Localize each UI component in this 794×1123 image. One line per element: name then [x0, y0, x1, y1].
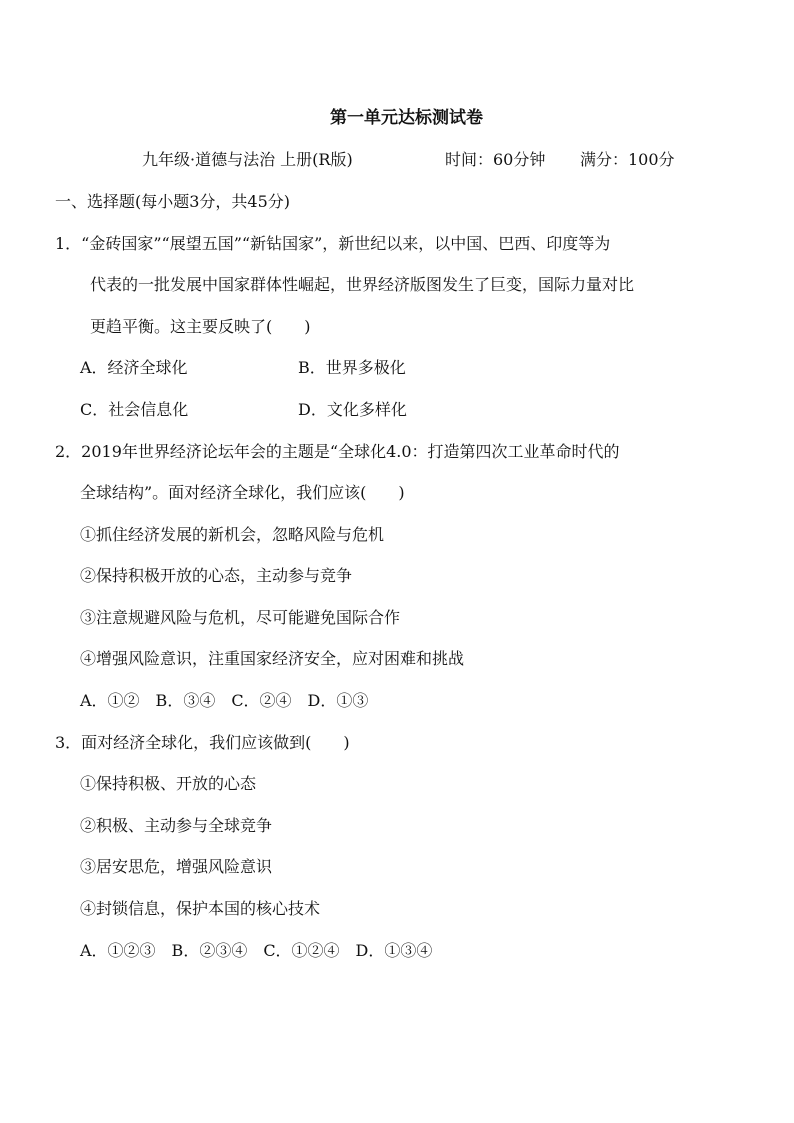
question-1-option-b: B．世界多极化: [298, 358, 406, 377]
question-2-item-1: ①抓住经济发展的新机会，忽略风险与危机: [80, 525, 385, 544]
question-2-options: A．①② B．③④ C．②④ D．①③: [80, 691, 369, 710]
question-2-line-2: 全球结构”。面对经济全球化，我们应该( ): [80, 483, 405, 502]
question-3-line-1: 3．面对经济全球化，我们应该做到( ): [55, 733, 350, 752]
question-3-item-3: ③居安思危，增强风险意识: [80, 857, 273, 876]
question-2-line-1: 2．2019年世界经济论坛年会的主题是“全球化4.0：打造第四次工业革命时代的: [55, 442, 620, 461]
page-title: 第一单元达标测试卷: [330, 108, 483, 128]
question-1-option-a: A．经济全球化: [80, 358, 188, 377]
question-3-item-2: ②积极、主动参与全球竞争: [80, 816, 273, 835]
question-2-item-2: ②保持积极开放的心态，主动参与竞争: [80, 566, 353, 585]
question-3-options: A．①②③ B．②③④ C．①②④ D．①③④: [80, 941, 433, 960]
question-1-line-3: 更趋平衡。这主要反映了( ): [90, 317, 311, 336]
question-3-item-4: ④封锁信息，保护本国的核心技术: [80, 899, 321, 918]
question-2-item-3: ③注意规避风险与危机，尽可能避免国际合作: [80, 608, 401, 627]
section-heading: 一、选择题(每小题3分，共45分): [55, 192, 291, 211]
question-2-item-4: ④增强风险意识，注重国家经济安全，应对困难和挑战: [80, 649, 465, 668]
subtitle-time: 时间：60分钟: [445, 150, 546, 169]
question-1-line-2: 代表的一批发展中国家群体性崛起，世界经济版图发生了巨变，国际力量对比: [90, 275, 635, 294]
question-1-line-1: 1．“金砖国家”“展望五国”“新钻国家”，新世纪以来，以中国、巴西、印度等为: [55, 234, 611, 253]
question-1-option-d: D．文化多样化: [298, 400, 407, 419]
subtitle-score: 满分：100分: [580, 150, 675, 169]
question-1-option-c: C．社会信息化: [80, 400, 189, 419]
subtitle-grade-subject: 九年级·道德与法治 上册(R版): [142, 150, 353, 169]
question-3-item-1: ①保持积极、开放的心态: [80, 774, 257, 793]
